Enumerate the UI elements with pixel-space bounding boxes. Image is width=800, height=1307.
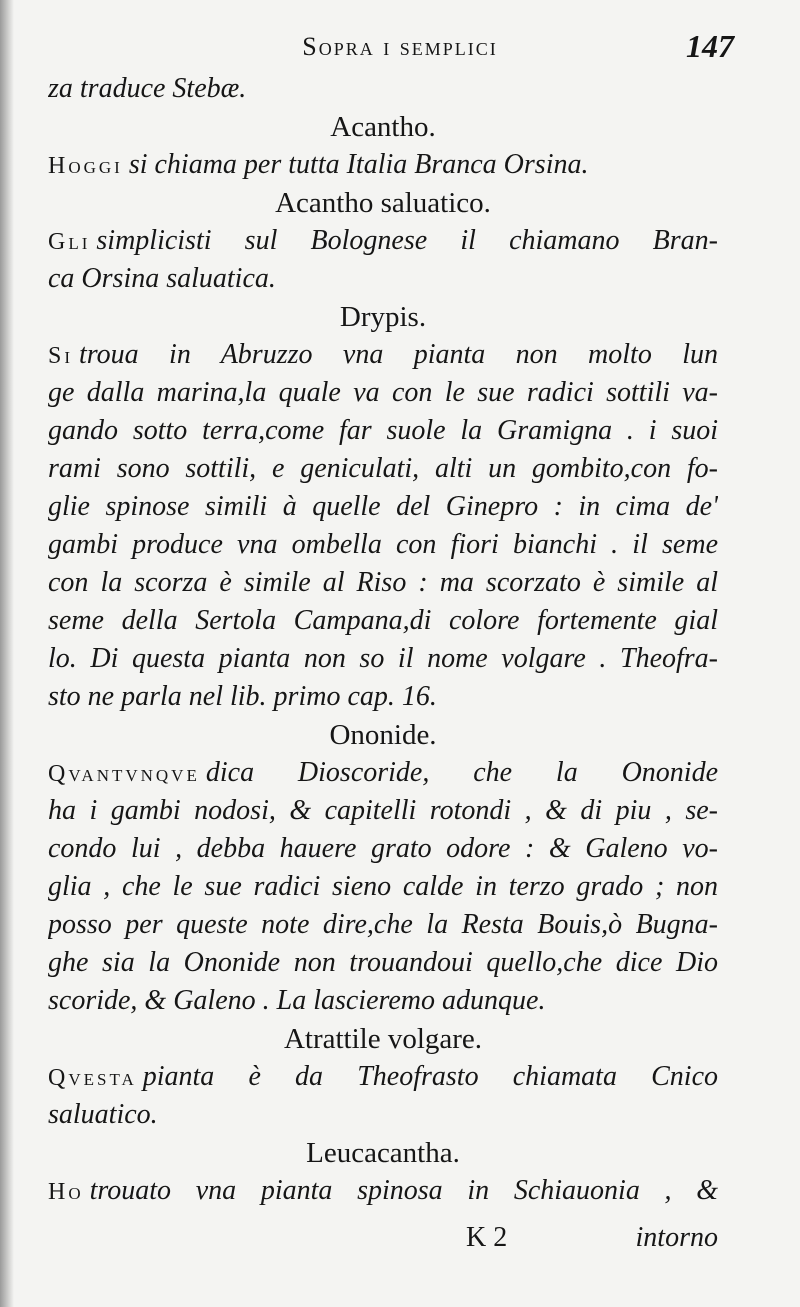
text-line: condo lui , debba hauere grato odore : & Galeno vo- — [48, 833, 718, 864]
text-line: ca Orsina saluatica. — [48, 263, 276, 294]
text-line — [48, 146, 718, 184]
text-span: trouato vna pianta spinosa in Schiauonia , & — [89, 1175, 718, 1206]
text-span: troua in Abruzzo vna pianta non molto lun — [79, 339, 718, 370]
running-head: Sopra i semplici — [302, 32, 498, 61]
section-heading-drypis: Drypis. — [339, 301, 427, 333]
page-number: 147 — [686, 28, 734, 64]
text-line: ge dalla marina,la quale va con le sue radici sottili va- — [48, 377, 718, 408]
page-body — [48, 70, 718, 1210]
section-heading-acantho: Acantho. — [330, 111, 436, 143]
text-line: glie spinose simili à quelle del Ginepro : in cima de' — [48, 491, 718, 522]
text-span: si chiama per tutta Italia Branca Orsina. — [128, 149, 589, 180]
catchword: intorno — [635, 1222, 718, 1253]
text-line: sto ne parla nel lib. primo cap. 16. — [48, 681, 437, 712]
text-line — [48, 754, 718, 792]
text-line: glia , che le sue radici sieno calde in terzo grado ; non — [48, 871, 718, 902]
initial-word: Qvantvnqve — [48, 761, 200, 787]
text-line — [48, 1172, 718, 1210]
section-heading-ononide: Ononide. — [329, 719, 437, 751]
section-heading-acantho-saluatico: Acantho saluatico. — [275, 187, 491, 219]
section-heading-atrattile: Atrattile volgare. — [283, 1023, 483, 1055]
page-footer — [448, 1222, 718, 1262]
text-line: gambi produce vna ombella con fiori bianchi . il seme — [48, 529, 718, 560]
text-line: scoride, & Galeno . La lascieremo adunque. — [48, 985, 546, 1016]
text-span: dica Dioscoride, che la Ononide — [205, 757, 718, 788]
initial-word: Qvesta — [48, 1065, 137, 1091]
text-line: gando sotto terra,come far suole la Gramigna . i suoi — [48, 415, 718, 446]
text-line: posso per queste note dire,che la Resta Bouis,ò Bugna- — [48, 909, 718, 940]
text-line: ha i gambi nodosi, & capitelli rotondi , & di piu , se- — [48, 795, 718, 826]
initial-word: Hoggi — [48, 153, 123, 179]
section-heading-leucacantha: Leucacantha. — [306, 1137, 460, 1169]
text-span: simplicisti sul Bolognese il chiamano Bran- — [96, 225, 718, 256]
text-line — [48, 336, 718, 374]
text-line: saluatico. — [48, 1099, 158, 1130]
text-line: seme della Sertola Campana,di colore fortemente gial — [48, 605, 718, 636]
text-line: lo. Di questa pianta non so il nome volgare . Theofra- — [48, 643, 718, 674]
text-line: rami sono sottili, e geniculati, alti un gombito,con fo- — [48, 453, 718, 484]
text-line: za traduce Stebæ. — [48, 73, 247, 104]
text-line: con la scorza è simile al Riso : ma scorzato è simile al — [48, 567, 718, 598]
text-line — [48, 222, 718, 260]
initial-word: Si — [48, 343, 74, 369]
page-gutter-shadow — [0, 0, 14, 1307]
initial-word: Ho — [48, 1179, 84, 1205]
page-header — [0, 28, 800, 68]
initial-word: Gli — [48, 229, 91, 255]
signature-mark: K 2 — [466, 1222, 508, 1253]
text-line: ghe sia la Ononide non trouandoui quello,che dice Dio — [48, 947, 718, 978]
text-line — [48, 1058, 718, 1096]
text-span: pianta è da Theofrasto chiamata Cnico — [142, 1061, 718, 1092]
